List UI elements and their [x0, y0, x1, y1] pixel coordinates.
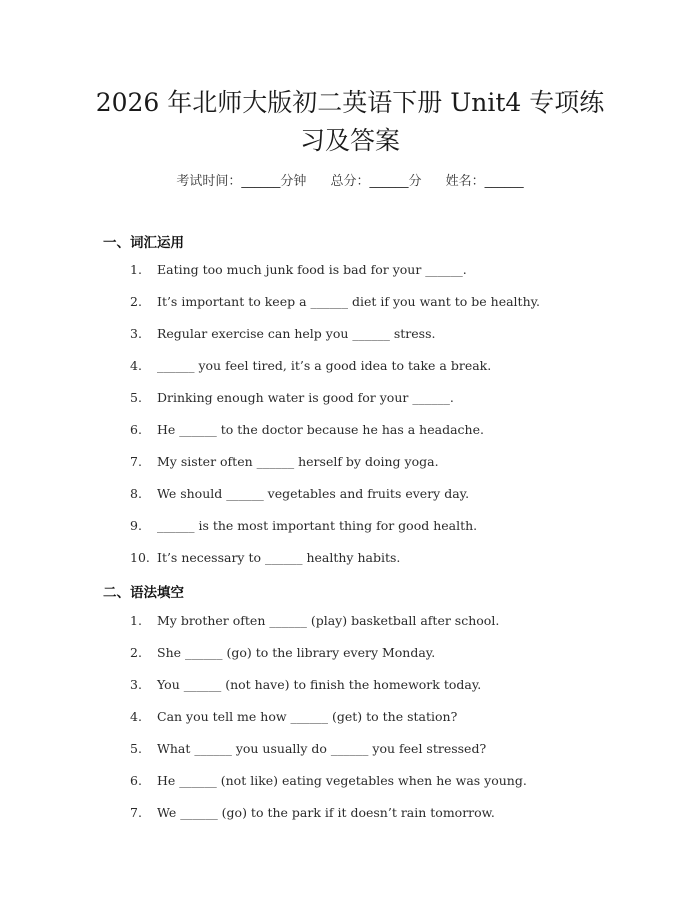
- question-number: 5.: [130, 390, 142, 405]
- question-number: 8.: [130, 486, 142, 501]
- question-text: It’s important to keep a ______ diet if you want to be healthy.: [157, 294, 541, 309]
- question-item: [130, 773, 527, 805]
- question-item: [130, 486, 540, 518]
- total-score: 总分：______分: [330, 174, 422, 189]
- question-text: My sister often ______ herself by doing yoga.: [157, 454, 439, 469]
- question-number: 4.: [130, 709, 142, 724]
- document-title: [90, 84, 610, 160]
- question-number: 1.: [130, 262, 142, 277]
- question-item: [130, 294, 540, 326]
- question-item: [130, 326, 540, 358]
- question-text: Can you tell me how ______ (get) to the station?: [157, 709, 458, 724]
- question-item: [130, 741, 527, 773]
- question-number: 4.: [130, 358, 142, 373]
- question-text: She ______ (go) to the library every Monday.: [157, 645, 436, 660]
- question-number: 3.: [130, 677, 142, 692]
- question-number: 3.: [130, 326, 142, 341]
- question-number: 6.: [130, 422, 142, 437]
- question-number: 5.: [130, 741, 142, 756]
- question-number: 7.: [130, 805, 142, 820]
- question-text: He ______ (not like) eating vegetables when he was young.: [157, 773, 527, 788]
- question-item: [130, 645, 527, 677]
- question-text: He ______ to the doctor because he has a headache.: [157, 422, 484, 437]
- question-item: [130, 550, 540, 582]
- question-item: [130, 677, 527, 709]
- question-number: 10.: [130, 550, 150, 565]
- section-heading-vocabulary: 一、词汇运用: [103, 235, 184, 251]
- student-name: 姓名：______: [445, 174, 524, 189]
- section-heading-grammar: 二、语法填空: [103, 585, 184, 601]
- title-line-2: 习及答案: [299, 126, 400, 155]
- question-item: [130, 613, 527, 645]
- question-text: Regular exercise can help you ______ stress.: [157, 326, 436, 341]
- question-number: 9.: [130, 518, 142, 533]
- question-text: ______ is the most important thing for good health.: [157, 518, 478, 533]
- question-text: My brother often ______ (play) basketball after school.: [157, 613, 500, 628]
- question-number: 2.: [130, 294, 142, 309]
- question-number: 7.: [130, 454, 142, 469]
- question-text: ______ you feel tired, it’s a good idea to take a break.: [157, 358, 492, 373]
- question-number: 2.: [130, 645, 142, 660]
- question-text: Drinking enough water is good for your ______.: [157, 390, 454, 405]
- question-item: [130, 709, 527, 741]
- question-item: [130, 454, 540, 486]
- question-item: [130, 518, 540, 550]
- question-number: 6.: [130, 773, 142, 788]
- question-item: [130, 390, 540, 422]
- exam-time: 考试时间：______分钟: [176, 174, 307, 189]
- exam-info: [0, 170, 700, 189]
- question-list-vocabulary: [130, 262, 540, 582]
- question-text: What ______ you usually do ______ you feel stressed?: [157, 741, 487, 756]
- question-text: It’s necessary to ______ healthy habits.: [157, 550, 401, 565]
- question-text: You ______ (not have) to finish the homework today.: [157, 677, 482, 692]
- question-text: Eating too much junk food is bad for your ______.: [157, 262, 467, 277]
- question-item: [130, 422, 540, 454]
- question-list-grammar: [130, 613, 527, 837]
- question-text: We should ______ vegetables and fruits every day.: [157, 486, 470, 501]
- title-line-1: 2026 年北师大版初二英语下册 Unit4 专项练: [95, 88, 605, 117]
- question-text: We ______ (go) to the park if it doesn’t rain tomorrow.: [157, 805, 495, 820]
- question-item: [130, 358, 540, 390]
- question-number: 1.: [130, 613, 142, 628]
- question-item: [130, 805, 527, 837]
- question-item: [130, 262, 540, 294]
